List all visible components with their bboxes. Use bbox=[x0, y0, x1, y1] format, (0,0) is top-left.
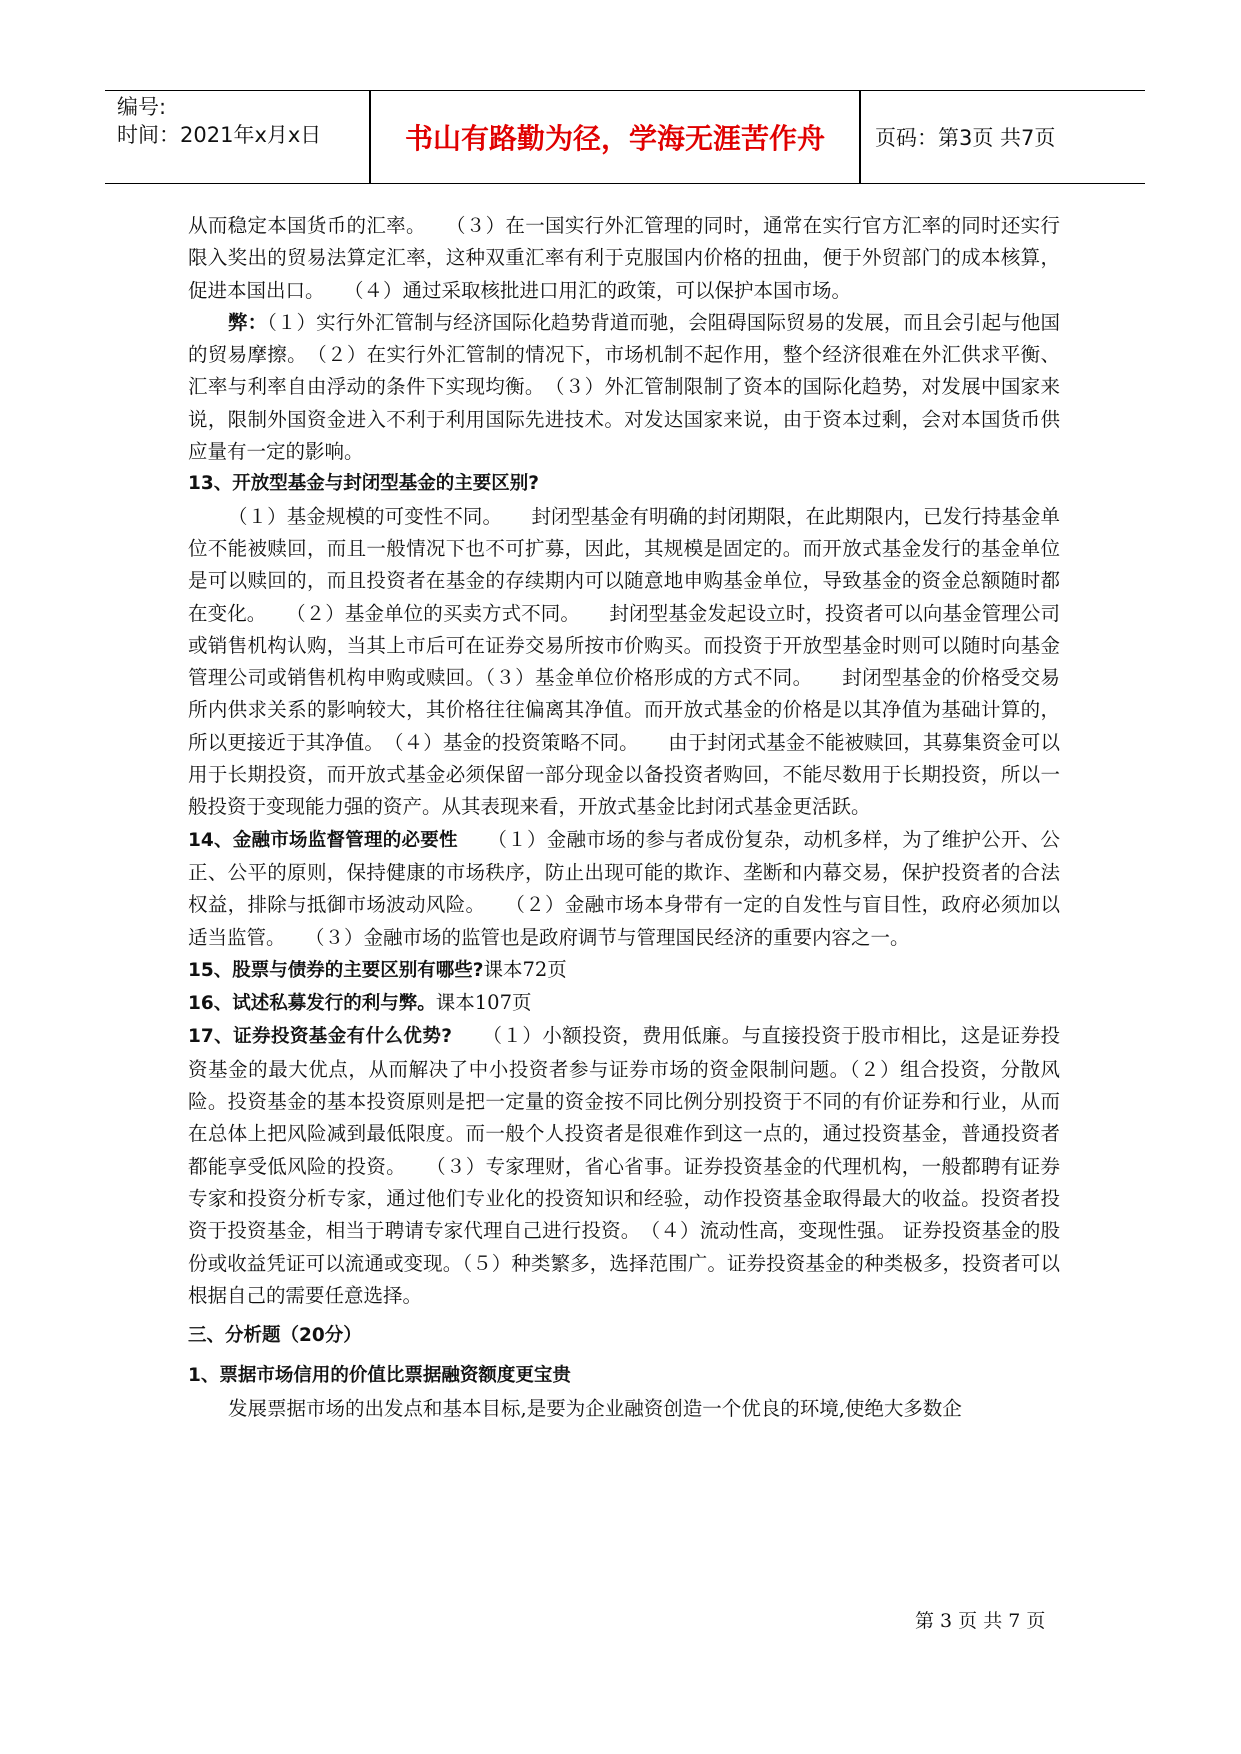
question-line bbox=[188, 987, 1060, 1020]
page-header bbox=[105, 90, 1145, 184]
question-heading: 15、股票与债券的主要区别有哪些? bbox=[188, 959, 484, 981]
document-number-label: 编号: bbox=[117, 95, 167, 119]
question-line bbox=[188, 954, 1060, 987]
header-divider bbox=[859, 91, 861, 183]
document-body bbox=[188, 210, 1060, 1425]
bold-label: 弊： bbox=[228, 310, 268, 334]
paragraph bbox=[188, 1020, 1060, 1312]
paragraph: 从而稳定本国货币的汇率。 （３）在一国实行外汇管理的同时，通常在实行官方汇率的同时还实行限入奖出的贸易法算定汇率，这种双重汇率有利于克服国内价格的扭曲，便于外贸部门的成本核算，促进本国出口。 （４）通过采取核批进口用汇的政策，可以保护本国市场。 bbox=[188, 214, 1060, 302]
header-page-label: 页码：第3页 共7页 bbox=[875, 126, 1056, 150]
paragraph: （１）基金规模的可变性不同。 封闭型基金有明确的封闭期限，在此期限内，已发行持基金单位不能被赎回，而且一般情况下也不可扩募，因此，其规模是固定的。而开放式基金发行的基金单位是可以赎回的，而且投资者在基金的存续期内可以随意地申购基金单位，导致基金的资金总额随时都在变化。 （２）基金单位的买卖方式不同。 封闭型基金发起设立时，投资者可以向基金管理公司或销售机构认购，当其上市后可在证券交易所按市价购买。而投资于开放型基金时则可以随时向基金管理公司或销售机构申购或赎回。（３）基金单位价格形成的方式不同。 封闭型基金的价格受交易所内供求关系的影响较大，其价格往往偏离其净值。而开放式基金的价格是以其净值为基础计算的，所以更接近于其净值。 （４）基金的投资策略不同。 由于封闭式基金不能被赎回，其募集资金可以用于长期投资，而开放式基金必须保留一部分现金以备投资者购回，不能尽数用于长期投资，所以一般投资于变现能力强的资产。从其表现来看，开放式基金比封闭式基金更活跃。 bbox=[188, 504, 1060, 819]
question-heading: 16、试述私募发行的利与弊。 bbox=[188, 993, 436, 1015]
document-time-label: 时间：2021年x月x日 bbox=[117, 123, 322, 147]
question-heading: 13、开放型基金与封闭型基金的主要区别? bbox=[188, 473, 539, 495]
question-note: 课本107页 bbox=[435, 991, 532, 1015]
paragraph bbox=[188, 824, 1060, 954]
page-footer: 第 3 页 共 7 页 bbox=[915, 1610, 1046, 1632]
analysis-heading: 1、票据市场信用的价值比票据融资额度更宝贵 bbox=[188, 1365, 571, 1387]
paragraph: 发展票据市场的出发点和基本目标,是要为企业融资创造一个优良的环境,使绝大多数企 bbox=[228, 1396, 962, 1420]
header-meta bbox=[117, 93, 357, 149]
paragraph-text: （１）小额投资，费用低廉。与直接投资于股市相比，这是证券投资基金的最大优点，从而解决了中小投资者参与证券市场的资金限制问题。（２）组合投资，分散风险。投资基金的基本投资原则是把一定量的资金按不同比例分别投资于不同的有价证券和行业，从而在总体上把风险减到最低限度。而一般个人投资者是很难作到这一点的，通过投资基金，普通投资者都能享受低风险的投资。 （３）专家理财，省心省事。证券投资基金的代理机构，一般都聘有证券专家和投资分析专家，通过他们专业化的投资知识和经验，动作投资基金取得最大的收益。投资者投资于投资基金，相当于聘请专家代理自己进行投资。 （４）流动性高，变现性强。 证券投资基金的股份或收益凭证可以流通或变现。（５）种类繁多，选择范围广。证券投资基金的种类极多，投资者可以根据自己的需要任意选择。 bbox=[188, 1024, 1060, 1307]
section-heading: 三、分析题（20分） bbox=[188, 1325, 362, 1347]
paragraph-text: （１）金融市场的参与者成份复杂，动机多样，为了维护公开、公正、公平的原则，保持健康的市场秩序，防止出现可能的欺诈、垄断和内幕交易，保护投资者的合法权益，排除与抵御市场波动风险。 （２）金融市场本身带有一定的自发性与盲目性，政府必须加以适当监管。 （３）金融市场的监管也是政府调节与管理国民经济的重要内容之一。 bbox=[188, 827, 1060, 949]
question-note: 课本72页 bbox=[483, 957, 567, 981]
paragraph bbox=[188, 307, 1060, 468]
question-heading: 17、证券投资基金有什么优势? bbox=[188, 1026, 453, 1048]
paragraph-text: （１）实行外汇管制与经济国际化趋势背道而驰，会阻碍国际贸易的发展，而且会引起与他国的贸易摩擦。 （２）在实行外汇管制的情况下，市场机制不起作用，整个经济很难在外汇供求平衡、汇率与利率自由浮动的条件下实现均衡。 （３）外汇管制限制了资本的国际化趋势，对发展中国家来说，限制外国资金进入不利于利用国际先进技术。对发达国家来说，由于资本过剩，会对本国货币供应量有一定的影响。 bbox=[188, 310, 1060, 464]
header-motto: 书山有路勤为径，学海无涯苦作舟 bbox=[404, 122, 825, 155]
question-heading: 14、金融市场监督管理的必要性 bbox=[188, 829, 458, 851]
